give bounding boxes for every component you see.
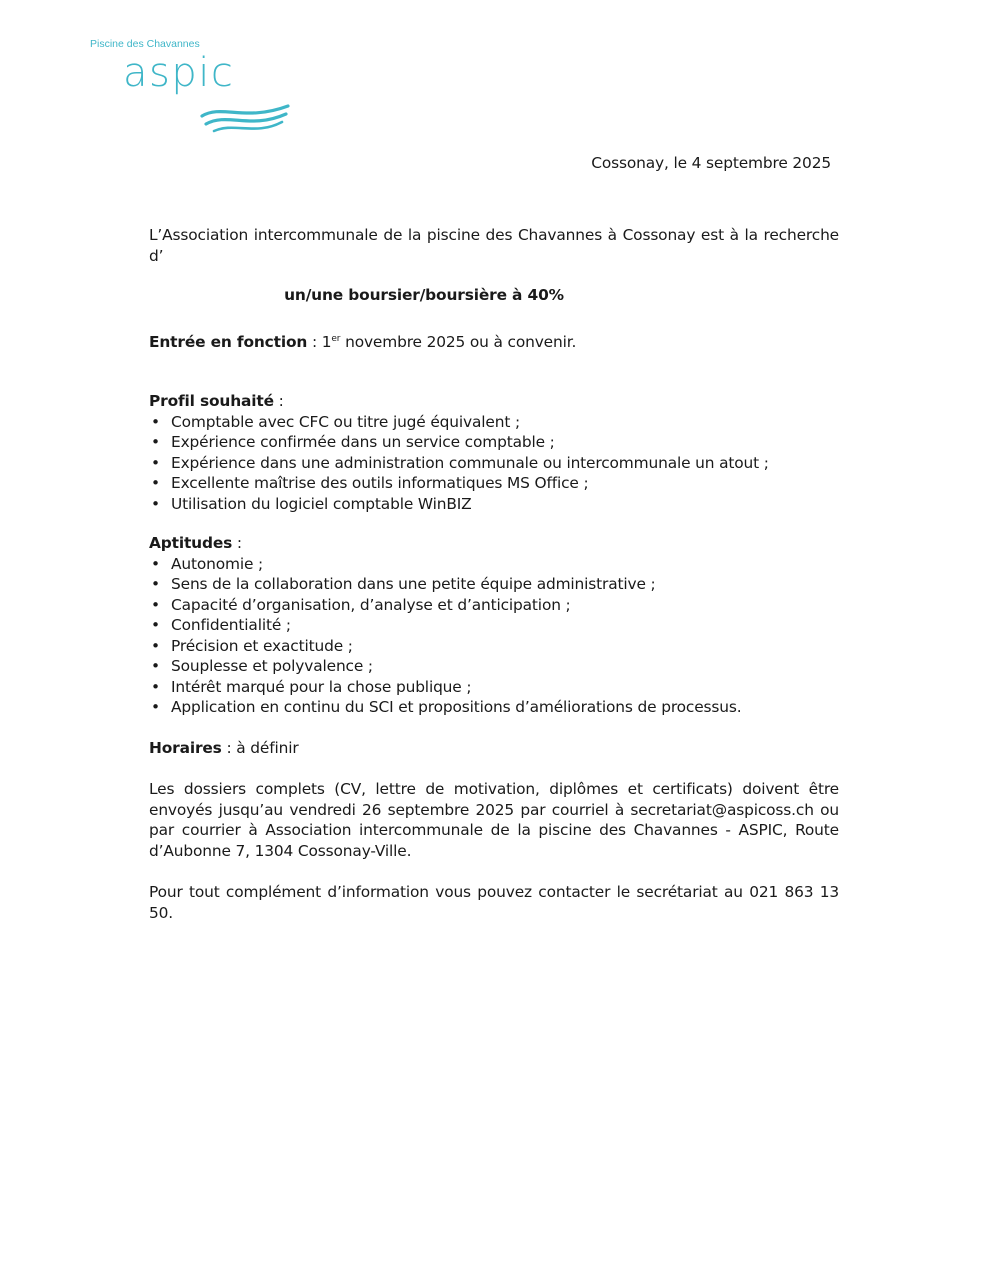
bullet-icon: • (151, 453, 160, 472)
application-paragraph (149, 779, 839, 861)
list-item (149, 432, 839, 453)
list-item-text: Application en continu du SCI et propositions d’améliorations de processus. (171, 698, 742, 716)
list-item (149, 677, 839, 698)
bullet-icon: • (151, 677, 160, 696)
list-item-text: Excellente maîtrise des outils informatiques MS Office ; (171, 474, 589, 492)
job-title: un/une boursier/boursière à 40% (284, 286, 564, 304)
bullet-icon: • (151, 412, 160, 431)
horaires-line (149, 738, 839, 759)
list-item-text: Capacité d’organisation, d’analyse et d’anticipation ; (171, 595, 571, 614)
horaires-value: à définir (236, 738, 299, 757)
list-item-text: Sens de la collaboration dans une petite équipe administrative ; (171, 575, 656, 593)
horaires-label: Horaires (149, 738, 222, 757)
start-date-day: 1 (321, 332, 332, 351)
profil-separator: : (273, 392, 284, 410)
profil-heading (149, 391, 839, 412)
bullet-icon: • (151, 595, 160, 614)
list-item-text: Expérience dans une administration communale ou intercommunale un atout ; (171, 453, 769, 472)
list-item-text: Précision et exactitude ; (171, 636, 353, 655)
list-item-text: Utilisation du logiciel comptable WinBIZ (171, 494, 472, 513)
list-item-text: Confidentialité ; (171, 616, 291, 634)
waves-icon (200, 102, 290, 134)
aptitudes-separator: : (232, 534, 242, 552)
list-item (149, 412, 839, 433)
horaires-separator: : (221, 738, 237, 757)
letter-body (149, 225, 839, 923)
list-item (149, 574, 839, 595)
list-item-text: Intérêt marqué pour la chose publique ; (171, 677, 472, 696)
list-item-text: Autonomie ; (171, 554, 264, 573)
aptitudes-list (149, 554, 839, 718)
list-item (149, 494, 839, 515)
list-item (149, 636, 839, 657)
logo-name: aspic (123, 50, 235, 96)
list-item (149, 697, 839, 718)
list-item (149, 473, 839, 494)
logo-subtitle: Piscine des Chavannes (90, 38, 200, 50)
bullet-icon: • (151, 474, 160, 492)
list-item-text: Comptable avec CFC ou titre jugé équivalent ; (171, 412, 520, 431)
list-item-text: Expérience confirmée dans un service comptable ; (171, 433, 555, 451)
profil-label: Profil souhaité (149, 392, 274, 410)
letter-date: Cossonay, le 4 septembre 2025 (591, 154, 831, 172)
application-email[interactable]: secretariat@aspicoss.ch (630, 800, 814, 819)
profil-list (149, 412, 839, 515)
application-text-before: Les dossiers complets (CV, lettre de motivation, diplômes et certificats) doivent être envoyés jusqu’au vendredi 26 septembre 2025 par courriel à (149, 780, 839, 819)
application-text-after: ou par courrier à Association intercommunale de la piscine des Chavannes - ASPIC, Route d’Aubonne 7, 1304 Cossonay-Ville. (149, 800, 839, 860)
bullet-icon: • (151, 494, 160, 513)
start-date-rest: novembre 2025 ou à convenir. (340, 332, 577, 351)
list-item-text: Souplesse et polyvalence ; (171, 657, 373, 675)
start-date-ordinal: er (331, 333, 341, 344)
bullet-icon: • (151, 575, 160, 593)
list-item (149, 615, 839, 636)
intro-paragraph: L’Association intercommunale de la piscine des Chavannes à Cossonay est à la recherche d’ (149, 226, 839, 265)
bullet-icon: • (151, 554, 160, 573)
start-date-line (149, 332, 839, 353)
contact-paragraph: Pour tout complément d’information vous pouvez contacter le secrétariat au 021 863 13 50. (149, 883, 839, 922)
bullet-icon: • (151, 657, 160, 675)
list-item (149, 453, 839, 474)
aspic-logo (90, 38, 300, 138)
bullet-icon: • (151, 433, 160, 451)
start-date-separator: : (307, 332, 322, 351)
list-item (149, 656, 839, 677)
bullet-icon: • (151, 698, 160, 716)
list-item (149, 554, 839, 575)
bullet-icon: • (151, 616, 160, 634)
aptitudes-label: Aptitudes (149, 534, 233, 552)
aptitudes-heading (149, 533, 839, 554)
bullet-icon: • (151, 636, 160, 655)
start-date-label: Entrée en fonction (149, 332, 308, 351)
list-item (149, 595, 839, 616)
